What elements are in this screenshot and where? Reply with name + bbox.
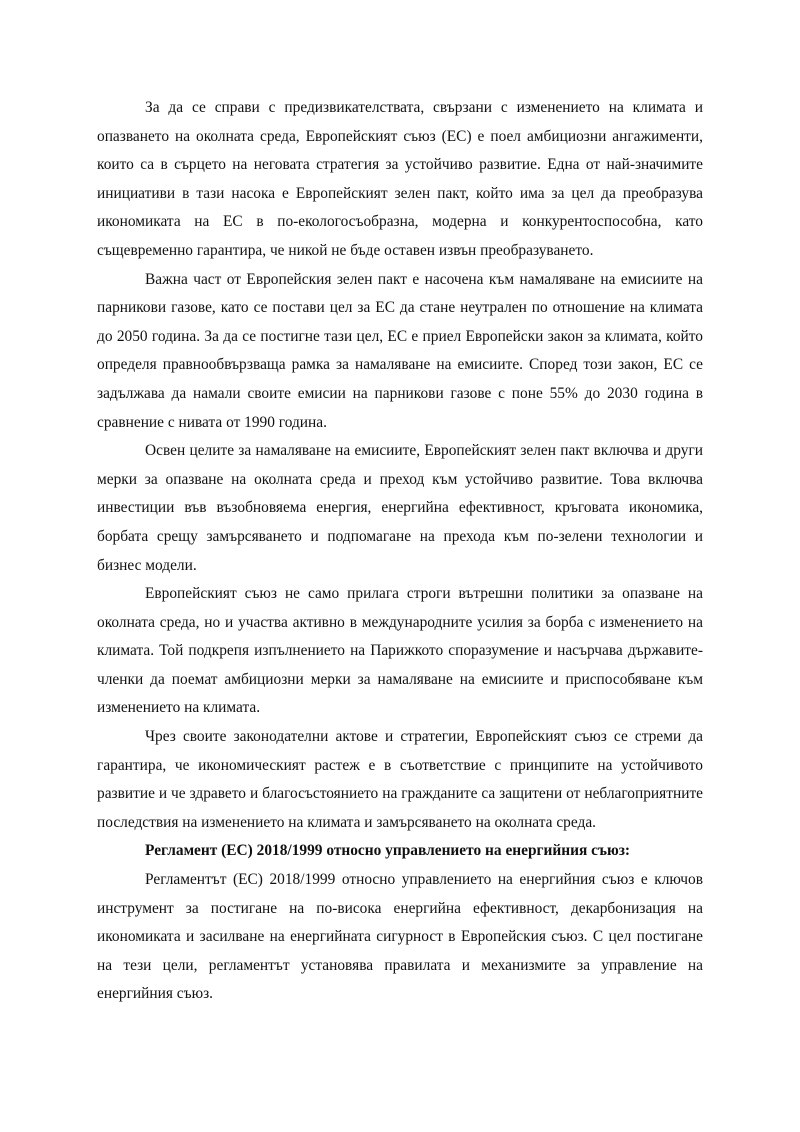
document-body [97,94,703,1009]
section-heading-regulation: Регламент (ЕС) 2018/1999 относно управлението на енергийния съюз: [145,842,631,860]
paragraph-regulation-description: Регламентът (ЕС) 2018/1999 относно управлението на енергийния съюз е ключов инструмент за постигане на по-висока енергийна ефективност, декарбонизация на икономиката и засилване на енергийната сигурност в Европейския съюз. С цел постигане на тези цели, регламентът установява правилата и механизмите за управление на енергийния съюз. [97,871,703,1003]
paragraph-international-efforts: Европейският съюз не само прилага строги вътрешни политики за опазване на околната среда, но и участва активно в международните усилия за борба с изменението на климата. Той подкрепя изпълнението на Парижкото споразумение и насърчава държавите-членки да поемат амбициозни мерки за намаляване на емисиите и приспособяване към изменението на климата. [97,585,703,717]
paragraph-green-deal-measures: Освен целите за намаляване на емисиите, Европейският зелен пакт включва и други мерки за опазване на околната среда и преход към устойчиво развитие. Това включва инвестиции във възобновяема енергия, енергийна ефективност, кръговата икономика, борбата срещу замърсяването и подпомагане на прехода към по-зелени технологии и бизнес модели. [97,442,703,574]
paragraph-emissions-target: Важна част от Европейския зелен пакт е насочена към намаляване на емисиите на парникови газове, като се постави цел за ЕС да стане неутрален по отношение на климата до 2050 година. За да се постигне тази цел, ЕС е приел Европейски закон за климата, който определя правнообвързваща рамка за намаляване на емисиите. Според този закон, ЕС се задължава да намали своите емисии на парникови газове с поне 55% до 2030 година в сравнение с нивата от 1990 година. [97,270,703,431]
paragraph-eu-commitments: За да се справи с предизвикателствата, свързани с изменението на климата и опазването на околната среда, Европейският съюз (ЕС) е поел амбициозни ангажименти, които са в сърцето на неговата стратегия за устойчиво развитие. Една от най-значимите инициативи в тази насока е Европейският зелен пакт, който има за цел да преобразува икономиката на ЕС в по-екологосъобразна, модерна и конкурентоспособна, като същевременно гарантира, че никой не бъде оставен извън преобразуването. [97,99,703,259]
paragraph-legislative-acts: Чрез своите законодателни актове и стратегии, Европейският съюз се стреми да гарантира, че икономическият растеж е в съответствие с принципите на устойчивото развитие и че здравето и благосъстоянието на гражданите са защитени от неблагоприятните последствия на изменението на климата и замърсяването на околната среда. [97,728,703,831]
